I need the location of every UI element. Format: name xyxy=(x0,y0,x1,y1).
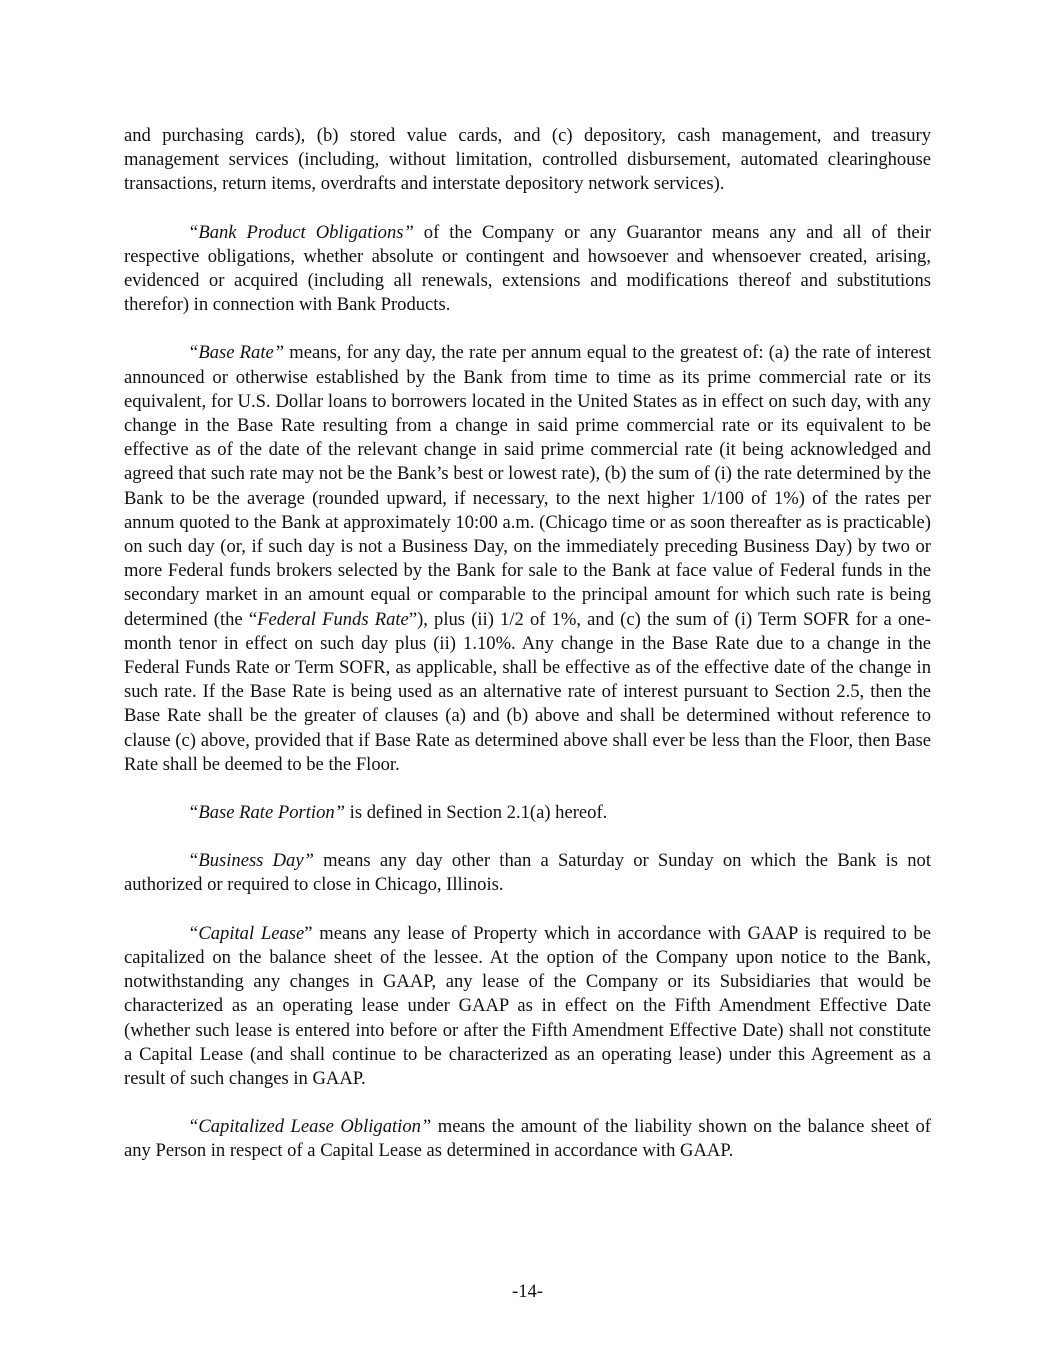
definition-capital-lease xyxy=(124,922,931,1091)
definition-bank-product-obligations xyxy=(124,221,931,318)
defined-term: “Base Rate” xyxy=(188,342,285,364)
inline-defined-term: Federal Funds Rate xyxy=(257,608,409,630)
definition-capitalized-lease-obligation xyxy=(124,1115,931,1163)
definition-text: of the Company or any Guarantor means any and all of their respective obligations, whether absolute or contingent and howsoever and whensoever created, arising, evidenced or acquired (including all renewals, extensions and modifications thereof and substitutions therefor) in connection with Bank Products. xyxy=(124,221,931,316)
document-page xyxy=(124,124,931,1188)
defined-term: “Business Day” xyxy=(188,850,314,872)
definition-text: means, for any day, the rate per annum equal to the greatest of: (a) the rate of interest announced or otherwise established by the Bank from time to time as its prime commercial rate or its equivalent, for U.S. Dollar loans to borrowers located in the United States as in effect on such day, with any change in the Base Rate resulting from a change in said prime commercial rate or its equivalent to be effective as of the date of the relevant change in said prime commercial rate (it being acknowledged and agreed that such rate may not be the Bank’s best or lowest rate), (b) the sum of (i) the rate determined by the Bank to be the average (rounded upward, if necessary, to the next higher 1/100 of 1%) of the rates per annum quoted to the Bank at approximately 10:00 a.m. (Chicago time or as soon thereafter as is practicable) on such day (or, if such day is not a Business Day, on the immediately preceding Business Day) by two or more Federal funds brokers selected by the Bank for sale to the Bank at face value of Federal funds in the secondary market in an amount equal or comparable to the principal amount for which such rate is being determined (the “ xyxy=(124,342,931,630)
defined-term: “Capital Lease xyxy=(188,922,305,944)
definition-text: means the amount of the liability shown on the balance sheet of any Person in respect of a Capital Lease as determined in accordance with GAAP. xyxy=(124,1116,931,1162)
definition-base-rate-portion xyxy=(124,801,931,825)
definition-text: ” means any lease of Property which in accordance with GAAP is required to be capitalized on the balance sheet of the lessee. At the option of the Company upon notice to the Bank, notwithstanding any changes in GAAP, any lease of the Company or its Subsidiaries that would be characterized as an operating lease under GAAP as in effect on the Fifth Amendment Effective Date (whether such lease is entered into before or after the Fifth Amendment Effective Date) shall not constitute a Capital Lease (and shall continue to be characterized as an operating lease) under this Agreement as a result of such changes in GAAP. xyxy=(124,922,931,1089)
defined-term: “Capitalized Lease Obligation” xyxy=(188,1116,432,1138)
paragraph-text: and purchasing cards), (b) stored value cards, and (c) depository, cash management, and treasury management services (including, without limitation, controlled disbursement, automated clearinghouse transactions, return items, overdrafts and interstate depository network services). xyxy=(124,125,931,195)
definition-business-day xyxy=(124,849,931,897)
defined-term: “Bank Product Obligations” xyxy=(188,221,414,243)
paragraph-continuation xyxy=(124,124,931,197)
definition-base-rate xyxy=(124,341,931,777)
page-number: -14- xyxy=(512,1281,543,1302)
definition-text-continued: ”), plus (ii) 1/2 of 1%, and (c) the sum of (i) Term SOFR for a one-month tenor in effect on such day plus (ii) 1.10%. Any change in the Base Rate due to a change in the Federal Funds Rate or Term SOFR, as applicable, shall be effective as of the effective date of the change in such rate. If the Base Rate is being used as an alternative rate of interest pursuant to Section 2.5, then the Base Rate shall be the greater of clauses (a) and (b) above and shall be determined without reference to clause (c) above, provided that if Base Rate as determined above shall ever be less than the Floor, then Base Rate shall be deemed to be the Floor. xyxy=(124,608,931,775)
defined-term: “Base Rate Portion” xyxy=(188,802,346,824)
definition-text: means any day other than a Saturday or Sunday on which the Bank is not authorized or required to close in Chicago, Illinois. xyxy=(124,850,931,896)
definition-text: is defined in Section 2.1(a) hereof. xyxy=(345,802,608,824)
